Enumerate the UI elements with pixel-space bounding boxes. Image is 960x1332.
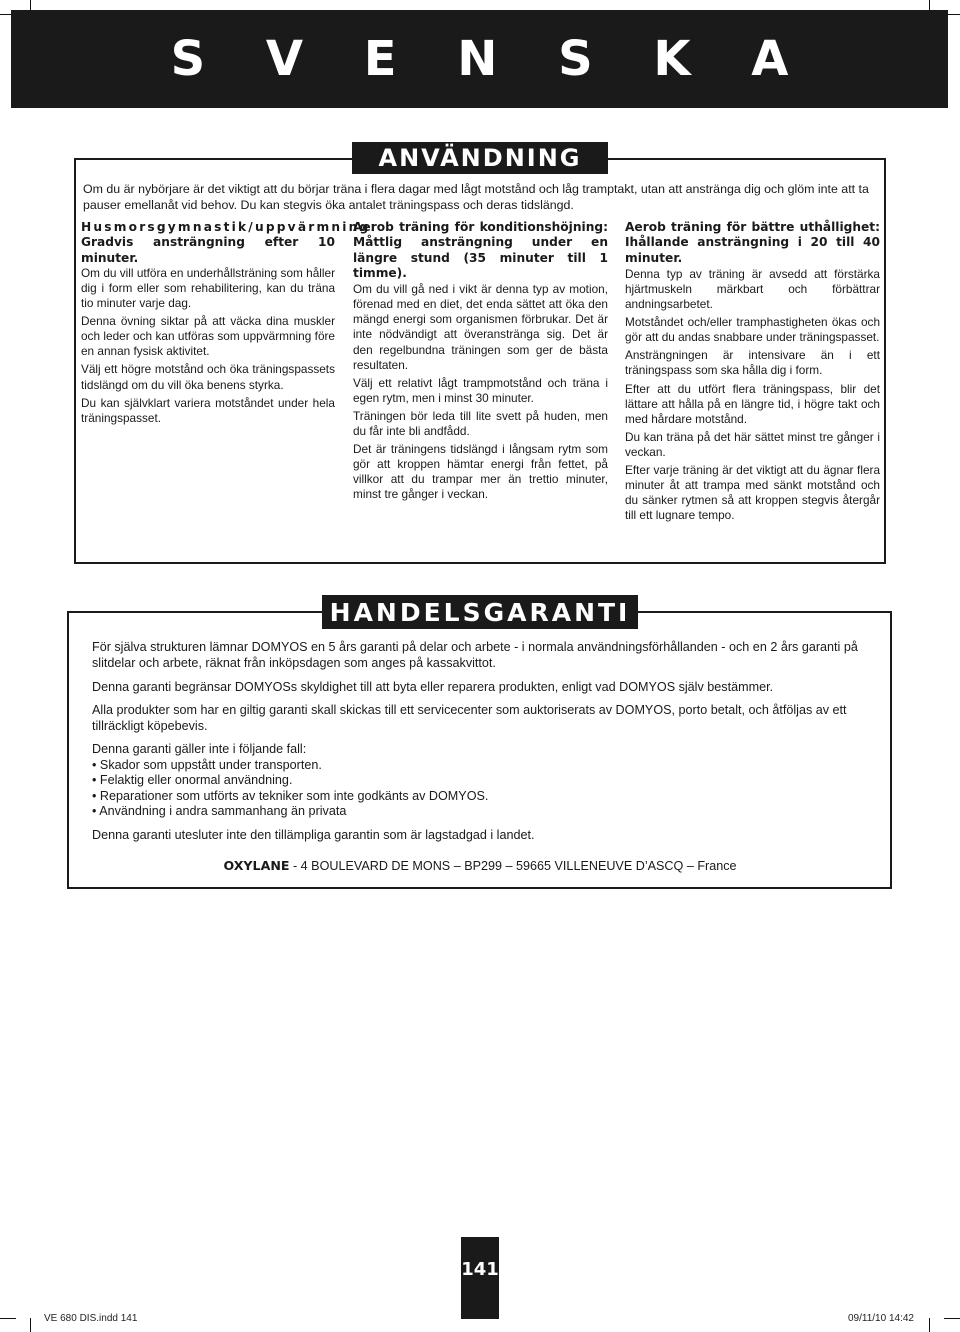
- company-name: OXYLANE: [223, 858, 290, 873]
- warranty-paragraph: Alla produkter som har en giltig garanti skall skickas till ett servicecenter som auktoriserats av DOMYOS, porto betalt, och åtföljas av ett tillräckligt köpebevis.: [92, 703, 847, 733]
- column-subtitle: Gradvis ansträngning efter 10 minuter.: [81, 235, 335, 265]
- paragraph: Efter varje träning är det viktigt att du ägnar flera minuter åt att trampa med sänkt motstånd och du sänker rytmen så att kroppen stegvis återgår till ett lugnare tempo.: [625, 463, 880, 523]
- crop-mark: [30, 1318, 31, 1332]
- paragraph: Denna övning siktar på att väcka dina muskler och leder och kan utföras som uppvärmning före en annan fysisk aktivitet.: [81, 314, 335, 359]
- warranty-heading: HANDELSGARANTI: [322, 595, 638, 629]
- usage-column-endurance: [625, 220, 880, 526]
- list-item: • Användning i andra sammanhang än privata: [92, 804, 882, 820]
- column-title: Aerob träning för konditionshöjning: Måttlig ansträngning under en längre stund (35 minuter till 1 timme).: [353, 220, 608, 280]
- address-text: - 4 BOULEVARD DE MONS – BP299 – 59665 VILLENEUVE D’ASCQ – France: [289, 859, 737, 873]
- crop-mark: [944, 1318, 960, 1319]
- list-item: • Skador som uppstått under transporten.: [92, 758, 882, 774]
- usage-intro: Om du är nybörjare är det viktigt att du börjar träna i flera dagar med lågt motstånd och låg tramptakt, utan att anstränga dig och glöm inte att ta pauser emellanåt vid behov. Du kan stegvis öka antalet träningspass och deras tidslängd.: [83, 182, 869, 212]
- company-address: [0, 858, 960, 873]
- page-number-tab: [461, 1237, 499, 1319]
- column-title: Aerob träning för bättre uthållighet: Ihållande ansträngning i 20 till 40 minuter.: [625, 220, 880, 265]
- list-item: • Reparationer som utförts av tekniker som inte godkänts av DOMYOS.: [92, 789, 882, 805]
- paragraph: Om du vill utföra en underhållsträning som håller dig i form eller som rehabilitering, kan du träna tio minuter varje dag.: [81, 265, 335, 311]
- paragraph: Om du vill gå ned i vikt är denna typ av motion, förenad med en diet, det enda sättet att öka den mängd energi som organismen förbrukar. Det är inte nödvändigt att överanstränga sig. Det är den regelbundna träningen som ger de bästa resultaten.: [353, 282, 608, 372]
- list-item: • Felaktig eller onormal användning.: [92, 773, 882, 789]
- warranty-paragraph: Denna garanti utesluter inte den tillämpliga garantin som är lagstadgad i landet.: [92, 828, 535, 842]
- paragraph: Välj ett relativt lågt trampmotstånd och träna i egen rytm, men i minst 30 minuter.: [353, 375, 608, 405]
- paragraph: Det är träningens tidslängd i långsam rytm som gör att kroppen hämtar energi från fettet, på villkor att du trampar mer än trettio minuter, minst tre gånger i veckan.: [353, 442, 608, 502]
- usage-column-fitness: [353, 220, 608, 506]
- paragraph: Du kan självklart variera motståndet under hela träningspasset.: [81, 395, 335, 425]
- footer-date: 09/11/10 14:42: [848, 1313, 914, 1324]
- column-title: Husmorsgymnastik/uppvärmning:: [81, 220, 378, 234]
- paragraph: Träningen bör leda till lite svett på huden, men du får inte bli andfådd.: [353, 408, 608, 439]
- warranty-paragraph: Denna garanti gäller inte i följande fall:: [92, 742, 307, 756]
- warranty-exclusions: [92, 742, 882, 820]
- paragraph: Denna typ av träning är avsedd att förstärka hjärtmuskeln märkbart och förbättrar andningsarbetet.: [625, 266, 880, 312]
- usage-column-warmup: [81, 220, 378, 429]
- footer-file-info: VE 680 DIS.indd 141: [44, 1313, 138, 1324]
- paragraph: Ansträngningen är intensivare än i ett träningspass som ska hålla dig i form.: [625, 348, 880, 378]
- language-banner: S V E N S K A: [11, 10, 948, 108]
- paragraph: Välj ett högre motstånd och öka träningspassets tidslängd om du vill öka benens styrka.: [81, 362, 335, 392]
- paragraph: Motståndet och/eller tramphastigheten ökas och gör att du andas snabbare under träningspasset.: [625, 315, 880, 345]
- exclusion-list: [92, 758, 882, 820]
- paragraph: Efter att du utfört flera träningspass, blir det lättare att hålla på en längre tid, i högre takt och med hårdare motstånd.: [625, 381, 880, 426]
- crop-mark: [0, 1318, 16, 1319]
- crop-mark: [929, 1318, 930, 1332]
- warranty-paragraph: För själva strukturen lämnar DOMYOS en 5 års garanti på delar och arbete - i normala användningsförhållanden - och en 2 års garanti på slitdelar och arbete, räknat från inköpsdagen som anges på kassakvittot.: [92, 640, 858, 670]
- page-number: 141: [461, 1259, 499, 1280]
- warranty-paragraph: Denna garanti begränsar DOMYOSs skyldighet till att byta eller reparera produkten, enligt vad DOMYOS själv bestämmer.: [92, 680, 774, 694]
- usage-heading: ANVÄNDNING: [352, 142, 608, 174]
- paragraph: Du kan träna på det här sättet minst tre gånger i veckan.: [625, 429, 880, 459]
